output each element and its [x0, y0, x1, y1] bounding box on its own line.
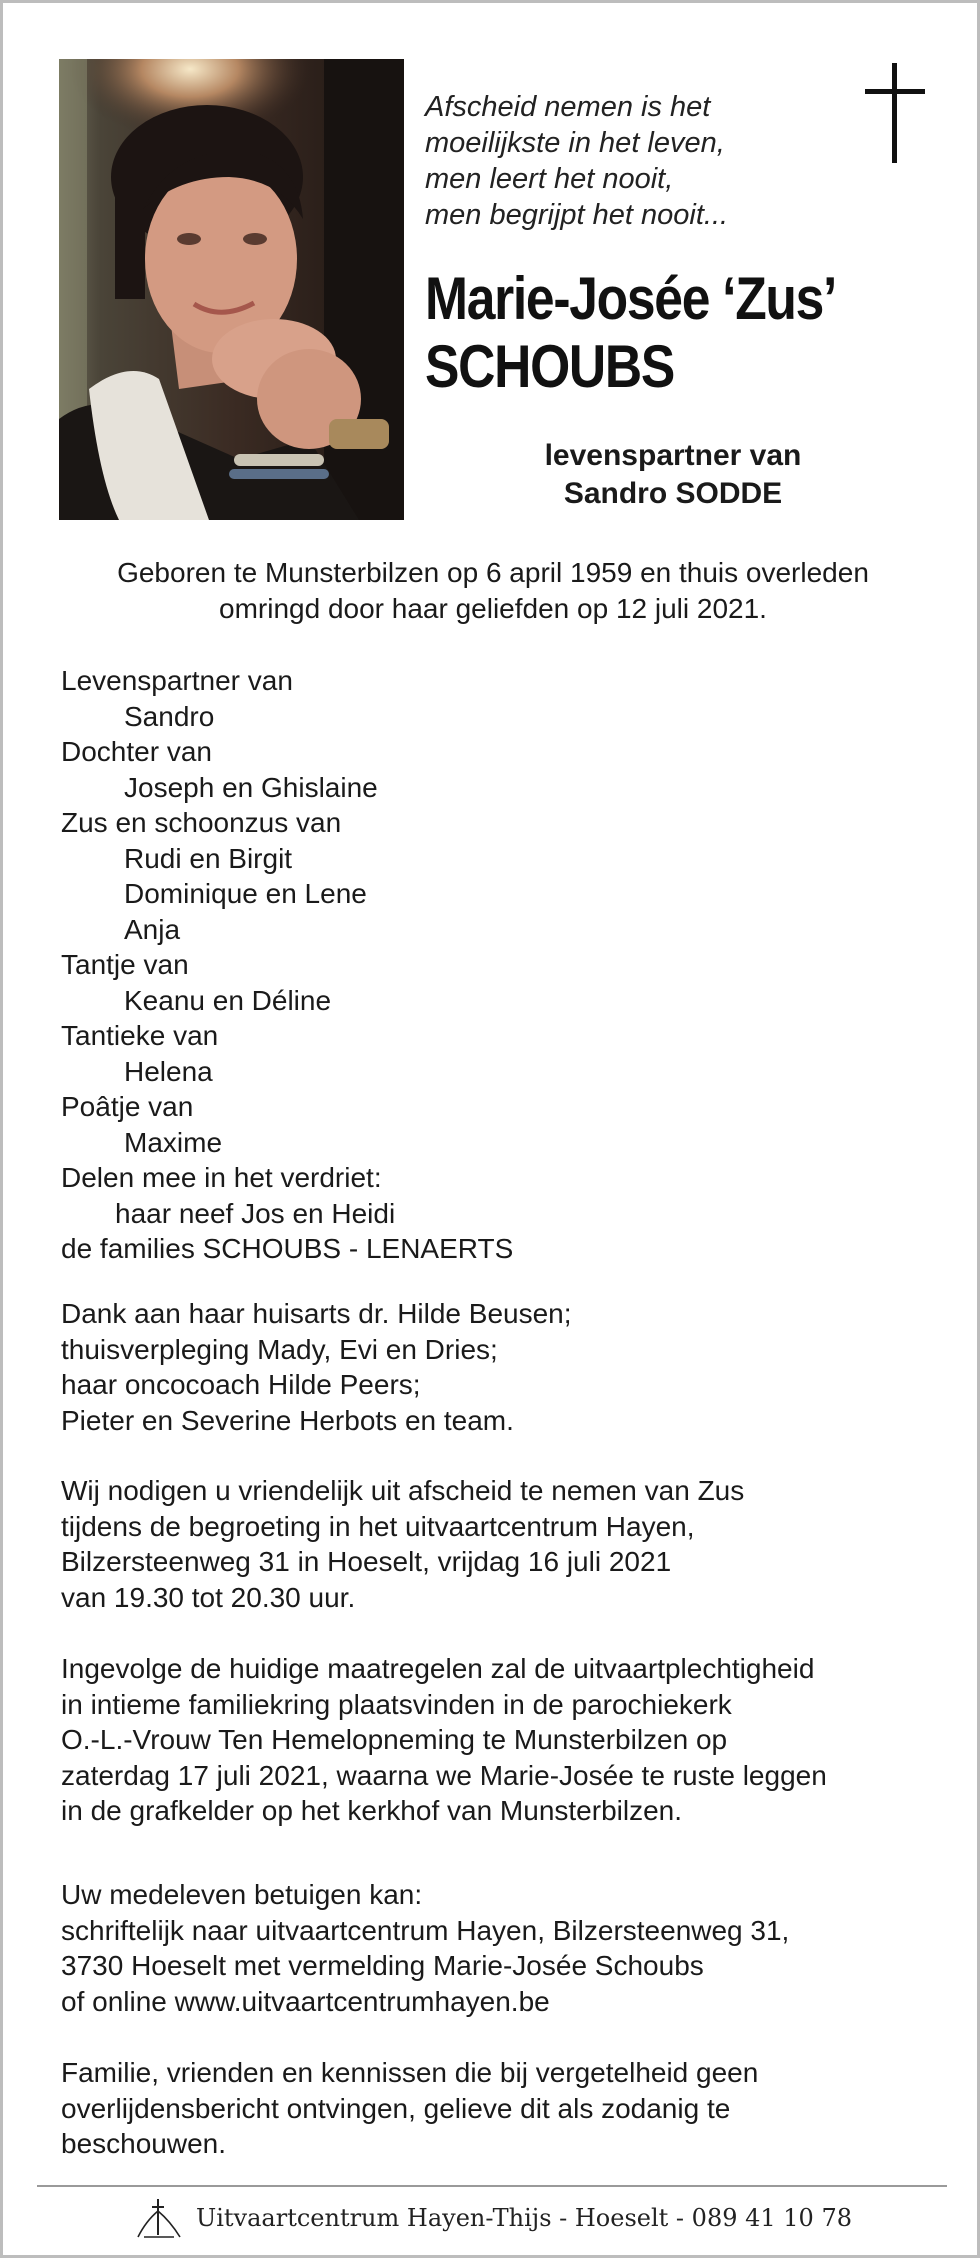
- family-line: de families SCHOUBS - LENAERTS: [61, 1233, 514, 1264]
- final-paragraph: [61, 2055, 961, 2162]
- family-line: Sandro: [124, 700, 215, 732]
- family-line: Rudi en Birgit: [124, 842, 293, 874]
- text-line: beschouwen.: [61, 2128, 227, 2159]
- text-line: tijdens de begroeting in het uitvaartcentrum Hayen,: [61, 1510, 695, 1542]
- poem-line: men leert het nooit,: [425, 163, 674, 195]
- text-line: van 19.30 tot 20.30 uur.: [61, 1581, 356, 1613]
- name-line-2: SCHOUBS: [425, 333, 674, 400]
- footer-text: Uitvaartcentrum Hayen-Thijs - Hoeselt - 089 41 10 78: [196, 2204, 852, 2232]
- family-list: [61, 663, 961, 1267]
- portrait-photo: [59, 59, 404, 520]
- poem-line: moeilijkste in het leven,: [425, 127, 725, 159]
- family-line: Maxime: [124, 1126, 223, 1158]
- footer-divider: [37, 2185, 947, 2187]
- text-line: 3730 Hoeselt met vermelding Marie-Josée Schoubs: [61, 1950, 704, 1981]
- footer: [133, 2193, 853, 2243]
- text-line: haar oncocoach Hilde Peers;: [61, 1369, 421, 1400]
- text-line: Wij nodigen u vriendelijk uit afscheid te nemen van Zus: [61, 1475, 745, 1506]
- text-line: O.-L.-Vrouw Ten Hemelopneming te Munsterbilzen op: [61, 1724, 728, 1755]
- family-line: Zus en schoonzus van: [61, 807, 342, 838]
- text-line: schriftelijk naar uitvaartcentrum Hayen, Bilzersteenweg 31,: [61, 1914, 790, 1946]
- visitation-paragraph: [61, 1473, 961, 1615]
- text-line: zaterdag 17 juli 2021, waarna we Marie-Josée te ruste leggen: [61, 1759, 827, 1791]
- family-line: Anja: [124, 913, 181, 945]
- family-line: Joseph en Ghislaine: [124, 771, 378, 803]
- text-line: overlijdensbericht ontvingen, gelieve dit als zodanig te: [61, 2092, 731, 2124]
- text-line: Bilzersteenweg 31 in Hoeselt, vrijdag 16 juli 2021: [61, 1546, 672, 1577]
- intro-line: omringd door haar geliefden op 12 juli 2021.: [219, 593, 767, 624]
- birth-death-statement: [43, 555, 943, 627]
- poem-line: men begrijpt het nooit...: [425, 199, 729, 231]
- family-line: Keanu en Déline: [124, 984, 332, 1016]
- text-line: Dank aan haar huisarts dr. Hilde Beusen;: [61, 1298, 572, 1329]
- name-line-1: Marie-Josée ‘Zus’: [425, 265, 837, 332]
- family-line: Tantieke van: [61, 1020, 219, 1051]
- hayen-logo-icon: [134, 2195, 184, 2241]
- ceremony-paragraph: [61, 1651, 961, 1829]
- text-line: Familie, vrienden en kennissen die bij vergetelheid geen: [61, 2057, 759, 2088]
- family-line: Levenspartner van: [61, 665, 293, 696]
- text-line: of online www.uitvaartcentrumhayen.be: [61, 1985, 550, 2017]
- family-line: Delen mee in het verdriet:: [61, 1162, 382, 1193]
- poem: [425, 89, 845, 233]
- poem-line: Afscheid nemen is het: [425, 91, 711, 123]
- text-line: Pieter en Severine Herbots en team.: [61, 1404, 514, 1436]
- family-line: Helena: [124, 1055, 213, 1087]
- thanks-paragraph: [61, 1296, 961, 1438]
- text-line: thuisverpleging Mady, Evi en Dries;: [61, 1333, 498, 1365]
- family-line: Dominique en Lene: [124, 878, 367, 909]
- partner-line-1: levenspartner van: [544, 439, 802, 472]
- text-line: Uw medeleven betuigen kan:: [61, 1879, 423, 1910]
- text-line: in intieme familiekring plaatsvinden in de parochiekerk: [61, 1688, 732, 1720]
- partner-line-2: Sandro SODDE: [563, 477, 783, 510]
- family-line: Tantje van: [61, 949, 189, 980]
- intro-line: Geboren te Munsterbilzen op 6 april 1959 en thuis overleden: [117, 557, 869, 588]
- text-line: in de grafkelder op het kerkhof van Munsterbilzen.: [61, 1795, 683, 1826]
- text-line: Ingevolge de huidige maatregelen zal de uitvaartplechtigheid: [61, 1653, 815, 1684]
- family-line: haar neef Jos en Heidi: [115, 1197, 396, 1229]
- condolence-paragraph: [61, 1877, 961, 2019]
- partner-block: [443, 437, 903, 513]
- family-line: Dochter van: [61, 736, 212, 767]
- family-line: Poâtje van: [61, 1091, 194, 1122]
- cross-icon: [865, 63, 925, 163]
- deceased-name: [425, 265, 889, 401]
